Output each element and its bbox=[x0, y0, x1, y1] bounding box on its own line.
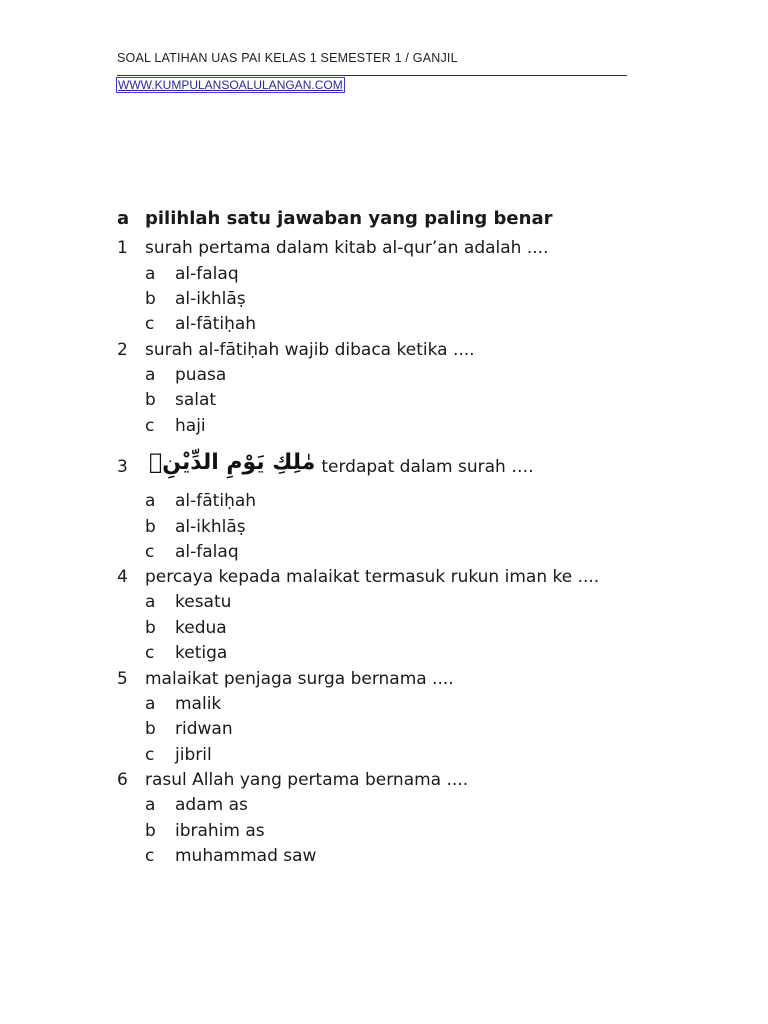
option-text: ibrahim as bbox=[175, 821, 265, 841]
question-1 bbox=[117, 236, 548, 260]
question-4-option-b[interactable] bbox=[145, 616, 227, 640]
question-5-option-b[interactable] bbox=[145, 717, 233, 741]
option-text: adam as bbox=[175, 795, 248, 815]
option-text: al-fātiḥah bbox=[175, 491, 257, 511]
option-letter: a bbox=[145, 491, 156, 511]
question-2-option-c[interactable] bbox=[145, 414, 206, 438]
section-instruction: pilihlah satu jawaban yang paling benar bbox=[145, 208, 553, 229]
question-number: 1 bbox=[117, 238, 128, 258]
section-letter: a bbox=[117, 208, 130, 229]
option-letter: b bbox=[145, 289, 156, 309]
website-link[interactable]: WWW.KUMPULANSOALULANGAN.COM bbox=[118, 78, 343, 92]
question-6 bbox=[117, 768, 468, 792]
option-text: ridwan bbox=[175, 719, 233, 739]
option-text: malik bbox=[175, 694, 222, 714]
option-letter: c bbox=[145, 846, 155, 866]
question-3-option-c[interactable] bbox=[145, 540, 239, 564]
question-6-option-a[interactable] bbox=[145, 793, 248, 817]
question-2 bbox=[117, 338, 475, 362]
option-text: ketiga bbox=[175, 643, 228, 663]
question-1-option-c[interactable] bbox=[145, 312, 256, 336]
question-number: 4 bbox=[117, 567, 128, 587]
option-letter: c bbox=[145, 416, 155, 436]
question-text: surah al-fātiḥah wajib dibaca ketika .... bbox=[145, 340, 475, 360]
question-1-option-a[interactable] bbox=[145, 262, 239, 286]
option-letter: c bbox=[145, 643, 155, 663]
option-text: haji bbox=[175, 416, 206, 436]
option-text: al-falaq bbox=[175, 264, 239, 284]
option-letter: a bbox=[145, 795, 156, 815]
question-6-option-c[interactable] bbox=[145, 844, 316, 868]
option-letter: b bbox=[145, 390, 156, 410]
question-3-option-b[interactable] bbox=[145, 515, 246, 539]
option-text: al-fātiḥah bbox=[175, 314, 257, 334]
question-5 bbox=[117, 667, 454, 691]
option-text: muhammad saw bbox=[175, 846, 317, 866]
question-number: 5 bbox=[117, 669, 128, 689]
option-text: al-ikhlāṣ bbox=[175, 517, 246, 537]
question-4 bbox=[117, 565, 599, 589]
question-1-option-b[interactable] bbox=[145, 287, 246, 311]
question-text: percaya kepada malaikat termasuk rukun iman ke .... bbox=[145, 567, 600, 587]
option-text: al-ikhlāṣ bbox=[175, 289, 246, 309]
option-text: kedua bbox=[175, 618, 227, 638]
question-4-option-a[interactable] bbox=[145, 590, 231, 614]
question-6-option-b[interactable] bbox=[145, 819, 265, 843]
option-letter: b bbox=[145, 719, 156, 739]
question-2-option-a[interactable] bbox=[145, 363, 226, 387]
option-text: jibril bbox=[175, 745, 212, 765]
question-2-option-b[interactable] bbox=[145, 388, 216, 412]
option-text: puasa bbox=[175, 365, 227, 385]
question-text: rasul Allah yang pertama bernama .... bbox=[145, 770, 469, 790]
question-number: 2 bbox=[117, 340, 128, 360]
question-text: terdapat dalam surah …. bbox=[321, 457, 534, 477]
option-letter: a bbox=[145, 694, 156, 714]
option-text: kesatu bbox=[175, 592, 232, 612]
header-divider bbox=[117, 75, 627, 76]
question-text: malaikat penjaga surga bernama .... bbox=[145, 669, 454, 689]
option-text: al-falaq bbox=[175, 542, 239, 562]
question-3 bbox=[117, 450, 534, 479]
question-number: 3 bbox=[117, 457, 128, 477]
option-letter: b bbox=[145, 517, 156, 537]
option-letter: b bbox=[145, 618, 156, 638]
section-heading bbox=[117, 208, 552, 229]
option-letter: a bbox=[145, 592, 156, 612]
document-title: SOAL LATIHAN UAS PAI KELAS 1 SEMESTER 1 / GANJIL bbox=[117, 51, 458, 65]
option-letter: a bbox=[145, 264, 156, 284]
question-4-option-c[interactable] bbox=[145, 641, 227, 665]
option-letter: b bbox=[145, 821, 156, 841]
question-text: surah pertama dalam kitab al-qur’an adalah .... bbox=[145, 238, 549, 258]
option-letter: c bbox=[145, 745, 155, 765]
question-5-option-c[interactable] bbox=[145, 743, 212, 767]
arabic-verse: مٰلِكِ يَوْمِ الدِّيْنِۗ bbox=[149, 450, 316, 475]
question-5-option-a[interactable] bbox=[145, 692, 221, 716]
option-letter: c bbox=[145, 314, 155, 334]
question-3-option-a[interactable] bbox=[145, 489, 256, 513]
option-text: salat bbox=[175, 390, 217, 410]
question-number: 6 bbox=[117, 770, 128, 790]
option-letter: a bbox=[145, 365, 156, 385]
option-letter: c bbox=[145, 542, 155, 562]
